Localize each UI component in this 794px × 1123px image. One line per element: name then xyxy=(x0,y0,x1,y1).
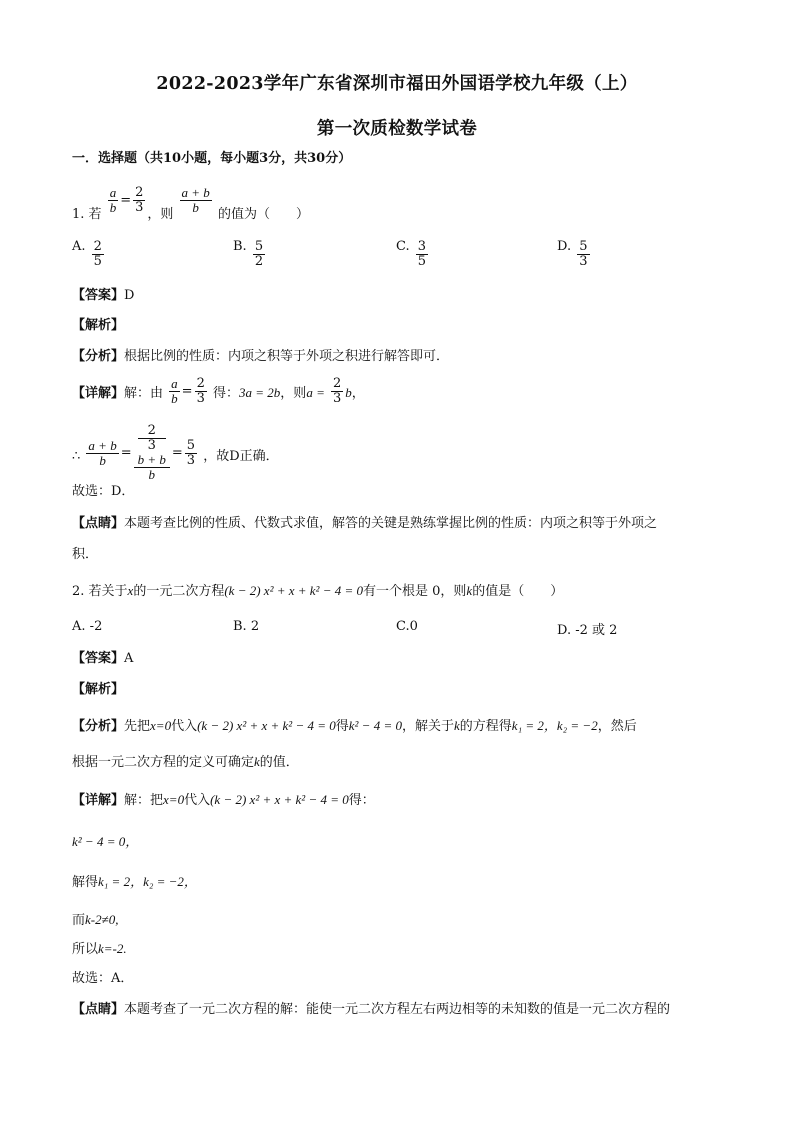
q2-step3: 而k-2≠0, xyxy=(72,912,119,928)
q1-equals: = xyxy=(120,193,132,208)
q2-option-a[interactable]: A. -2 xyxy=(72,619,103,634)
q2-step2: 解得k₁ = 2，k₂ = −2， xyxy=(72,874,197,890)
q1-number: 1. 若 xyxy=(72,207,102,222)
q1-dianjing: 【点睛】本题考查比例的性质、代数式求值，解答的关键是熟练掌握比例的性质：内项之积等于外项之 xyxy=(72,516,658,531)
q1-xiangjie: 【详解】解：由 $\frac{a}{b}$ = $\frac{2}{3}$ 得：3a = 2b，则a = $\frac{2}{3}$ b， xyxy=(72,376,365,406)
option-label: D. xyxy=(557,239,572,254)
q1-dianjing-cont: 积． xyxy=(72,547,99,562)
q1-expression: $\frac{a + b}{b}$ xyxy=(181,185,210,215)
page-subtitle: 第一次质检数学试卷 xyxy=(316,119,478,139)
q2-dianjing: 【点睛】本题考查了一元二次方程的解：能使一元二次方程左右两边相等的未知数的值是一元二次方程的 xyxy=(72,1002,671,1017)
q1-stem xyxy=(72,185,734,222)
option-label: C. xyxy=(396,239,410,254)
q2-fenxi: 【分析】先把x=0代入(k − 2) x² + x + k² − 4 = 0得k² − 4 = 0，解关于k的方程得k₁ = 2，k₂ = −2，然后 xyxy=(72,718,637,734)
q1-option-d[interactable]: D. $\frac{5}{3}$ xyxy=(557,239,588,269)
q1-fenxi: 【分析】根据比例的性质：内项之积等于外项之积进行解答即可． xyxy=(72,349,450,364)
q2-analysis-tag: 【解析】 xyxy=(72,682,125,697)
q2-option-c[interactable]: C.0 xyxy=(396,619,418,634)
q2-xiangjie: 【详解】解：把x=0代入(k − 2) x² + x + k² − 4 = 0得： xyxy=(72,792,375,808)
q1-option-b[interactable]: B. $\frac{5}{2}$ xyxy=(233,239,264,269)
q1-therefore-step: ∴ $\frac{a + b}{b}$ = 2 3 b + b b = $\frac{5}{3}$ ，故D正确． xyxy=(72,423,279,482)
q1-tail: 的值为（ ） xyxy=(217,207,309,222)
q2-option-d[interactable]: D. -2 或 2 xyxy=(557,623,618,638)
q1-then: ，则 xyxy=(147,207,174,222)
option-label: A. xyxy=(72,239,86,254)
q1-option-c[interactable]: C. $\frac{3}{5}$ xyxy=(396,239,427,269)
q1-answer: 【答案】D xyxy=(72,288,135,303)
q2-stem: 2. 若关于x的一元二次方程(k − 2) x² + x + k² − 4 = 0有一个根是 0，则k的值是（ ） xyxy=(72,583,564,599)
q2-fenxi-cont: 根据一元二次方程的定义可确定k的值． xyxy=(72,754,299,770)
q1-option-a[interactable]: A. $\frac{2}{5}$ xyxy=(72,239,102,269)
q2-option-b[interactable]: B. 2 xyxy=(233,619,260,634)
q1-analysis-tag: 【解析】 xyxy=(72,318,125,333)
page-title: 2022-2023学年广东省深圳市福田外国语学校九年级（上） xyxy=(156,74,638,94)
q1-given-fraction: $\frac{a}{b}$ xyxy=(109,185,117,215)
q2-choose: 故选：A． xyxy=(72,971,134,986)
q2-step1: k² − 4 = 0， xyxy=(72,834,139,849)
q2-answer: 【答案】A xyxy=(72,651,134,666)
option-label: B. xyxy=(233,239,247,254)
section-heading: 一．选择题（共10小题，每小题3分，共30分） xyxy=(72,151,352,166)
q2-step4: 所以k=-2. xyxy=(72,941,127,957)
q1-choose: 故选：D． xyxy=(72,484,135,499)
q1-given-value: $\frac{2}{3}$ xyxy=(135,185,144,215)
